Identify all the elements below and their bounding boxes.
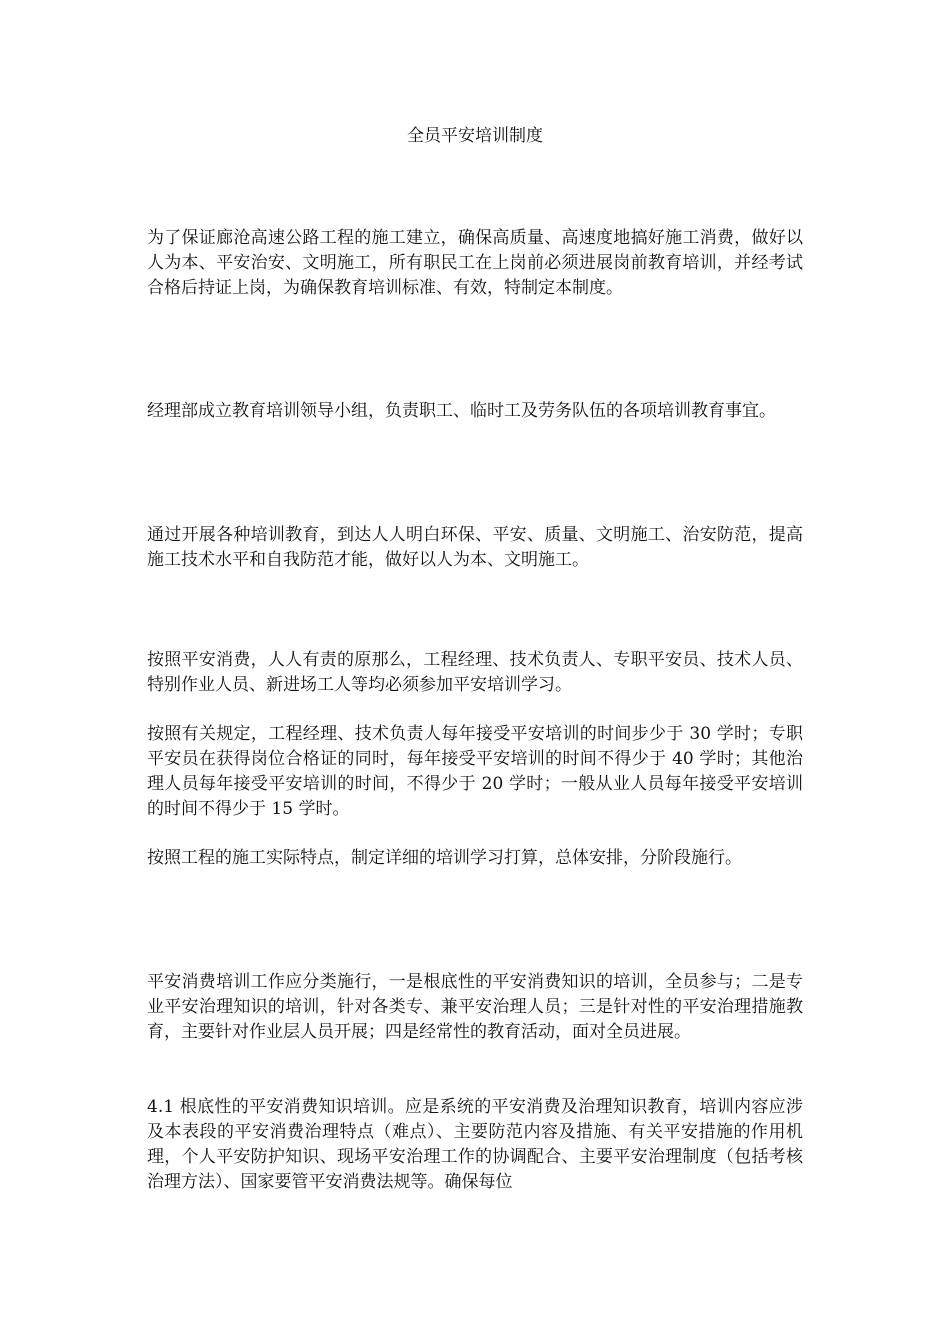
paragraph-participants: 按照平安消费，人人有责的原那么，工程经理、技术负责人、专职平安员、技术人员、特别作业人员、新进场工人等均必须参加平安培训学习。 [147, 650, 803, 695]
paragraph-basic-training: 4.1 根底性的平安消费知识培训。应是系统的平安消费及治理知识教育，培训内容应涉及本表段的平安消费治理特点（难点）、主要防范内容及措施、有关平安措施的作用机理，个人平安防护知识、现场平安治理工作的协调配合、主要平安治理制度（包括考核治理方法）、国家要管平安消费法规等。确保每位 [147, 1097, 803, 1192]
paragraph-purpose: 为了保证廊沧高速公路工程的施工建立，确保高质量、高速度地搞好施工消费，做好以人为本、平安治安、文明施工，所有职民工在上岗前必须进展岗前教育培训，并经考试合格后持证上岗，为确保教育培训标准、有效，特制定本制度。 [147, 228, 803, 298]
paragraph-training-goals: 通过开展各种培训教育，到达人人明白环保、平安、质量、文明施工、治安防范，提高施工技术水平和自我防范才能，做好以人为本、文明施工。 [147, 525, 803, 570]
paragraph-training-categories: 平安消费培训工作应分类施行，一是根底性的平安消费知识的培训，全员参与；二是专业平安治理知识的培训，针对各类专、兼平安治理人员；三是针对性的平安治理措施教育，主要针对作业层人员开展；四是经常性的教育活动，面对全员进展。 [147, 972, 803, 1042]
document-title: 全员平安培训制度 [407, 126, 543, 146]
paragraph-training-hours: 按照有关规定，工程经理、技术负责人每年接受平安培训的时间步少于 30 学时；专职平安员在获得岗位合格证的同时，每年接受平安培训的时间不得少于 40 学时；其他治理人员每年接受平安培训的时间，不得少于 20 学时；一般从业人员每年接受平安培训的时间不得少于 15 学时。 [147, 724, 803, 819]
paragraph-training-plan: 按照工程的施工实际特点，制定详细的培训学习打算，总体安排，分阶段施行。 [147, 848, 742, 868]
paragraph-training-group: 经理部成立教育培训领导小组，负责职工、临时工及劳务队伍的各项培训教育事宜。 [147, 401, 776, 421]
